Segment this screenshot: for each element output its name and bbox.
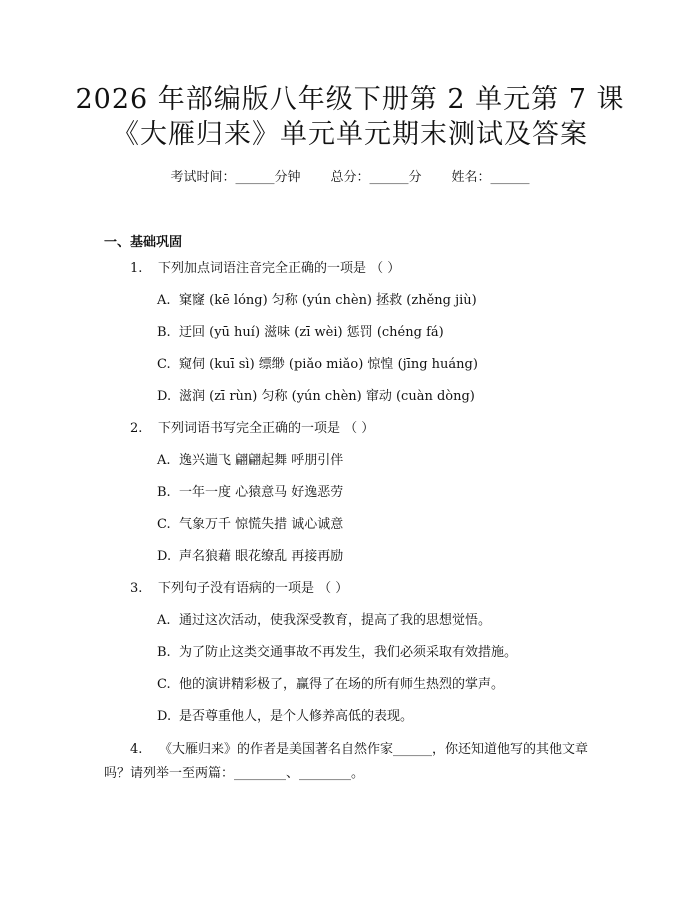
question-4 xyxy=(104,738,604,786)
option-letter: A. xyxy=(157,453,171,468)
question-1-option-d xyxy=(157,388,475,406)
option-letter: D. xyxy=(157,389,172,404)
question-2-option-b xyxy=(157,484,343,502)
question-3-option-b xyxy=(157,644,517,662)
option-text: 逸兴遄飞 翩翩起舞 呼朋引伴 xyxy=(179,453,344,468)
option-letter: B. xyxy=(157,485,171,500)
option-letter: D. xyxy=(157,709,172,724)
option-text: 通过这次活动，使我深受教育，提高了我的思想觉悟。 xyxy=(179,613,492,628)
question-text: 下列加点词语注音完全正确的一项是 （ ） xyxy=(158,261,401,276)
student-name-field: 姓名：______ xyxy=(451,170,530,185)
option-letter: A. xyxy=(157,613,171,628)
option-letter: B. xyxy=(157,645,171,660)
option-text: 声名狼藉 眼花缭乱 再接再励 xyxy=(179,549,344,564)
option-text: 是否尊重他人，是个人修养高低的表现。 xyxy=(179,709,414,724)
exam-meta xyxy=(0,169,700,187)
option-text: 迂回 (yū huí) 滋味 (zī wèi) 惩罚 (chéng fá) xyxy=(179,325,444,340)
question-2 xyxy=(130,420,374,438)
question-1-option-b xyxy=(157,324,444,342)
question-number: 1. xyxy=(130,261,143,276)
question-text: 下列句子没有语病的一项是 （ ） xyxy=(158,581,349,596)
question-1 xyxy=(130,260,400,278)
option-letter: D. xyxy=(157,549,172,564)
question-2-option-c xyxy=(157,516,343,534)
option-text: 他的演讲精彩极了，赢得了在场的所有师生热烈的掌声。 xyxy=(179,677,505,692)
question-3 xyxy=(130,580,348,598)
option-letter: B. xyxy=(157,325,171,340)
question-3-option-d xyxy=(157,708,413,726)
question-number: 4. xyxy=(130,742,143,757)
option-text: 窠窿 (kē lóng) 匀称 (yún chèn) 拯救 (zhěng jiù) xyxy=(179,293,477,308)
option-text: 窥伺 (kuī sì) 缥缈 (piǎo miǎo) 惊惶 (jīng huáng) xyxy=(179,357,478,372)
question-2-option-d xyxy=(157,548,343,566)
total-score-field: 总分：______分 xyxy=(330,170,422,185)
option-text: 为了防止这类交通事故不再发生，我们必须采取有效措施。 xyxy=(179,645,518,660)
question-1-option-a xyxy=(157,292,477,310)
option-text: 一年一度 心猿意马 好逸恶劳 xyxy=(179,485,344,500)
question-2-option-a xyxy=(157,452,343,470)
question-number: 3. xyxy=(130,581,143,596)
option-letter: A. xyxy=(157,293,171,308)
question-text: 《大雁归来》的作者是美国著名自然作家______，你还知道他写的其他文章吗？请列举一至两篇：________、________。 xyxy=(104,742,588,781)
option-letter: C. xyxy=(157,517,171,532)
question-text: 下列词语书写完全正确的一项是 （ ） xyxy=(158,421,375,436)
exam-time-field: 考试时间：______分钟 xyxy=(170,170,301,185)
option-text: 气象万千 惊慌失措 诚心诚意 xyxy=(179,517,344,532)
option-letter: C. xyxy=(157,677,171,692)
question-3-option-c xyxy=(157,676,504,694)
page-title-line1: 2026 年部编版八年级下册第 2 单元第 7 课 xyxy=(75,84,625,115)
option-text: 滋润 (zī rùn) 匀称 (yún chèn) 窜动 (cuàn dòng) xyxy=(179,389,475,404)
section-heading: 一、基础巩固 xyxy=(104,235,183,250)
question-1-option-c xyxy=(157,356,478,374)
question-3-option-a xyxy=(157,612,491,630)
question-number: 2. xyxy=(130,421,143,436)
page-title-line2: 《大雁归来》单元单元期末测试及答案 xyxy=(112,119,588,150)
option-letter: C. xyxy=(157,357,171,372)
